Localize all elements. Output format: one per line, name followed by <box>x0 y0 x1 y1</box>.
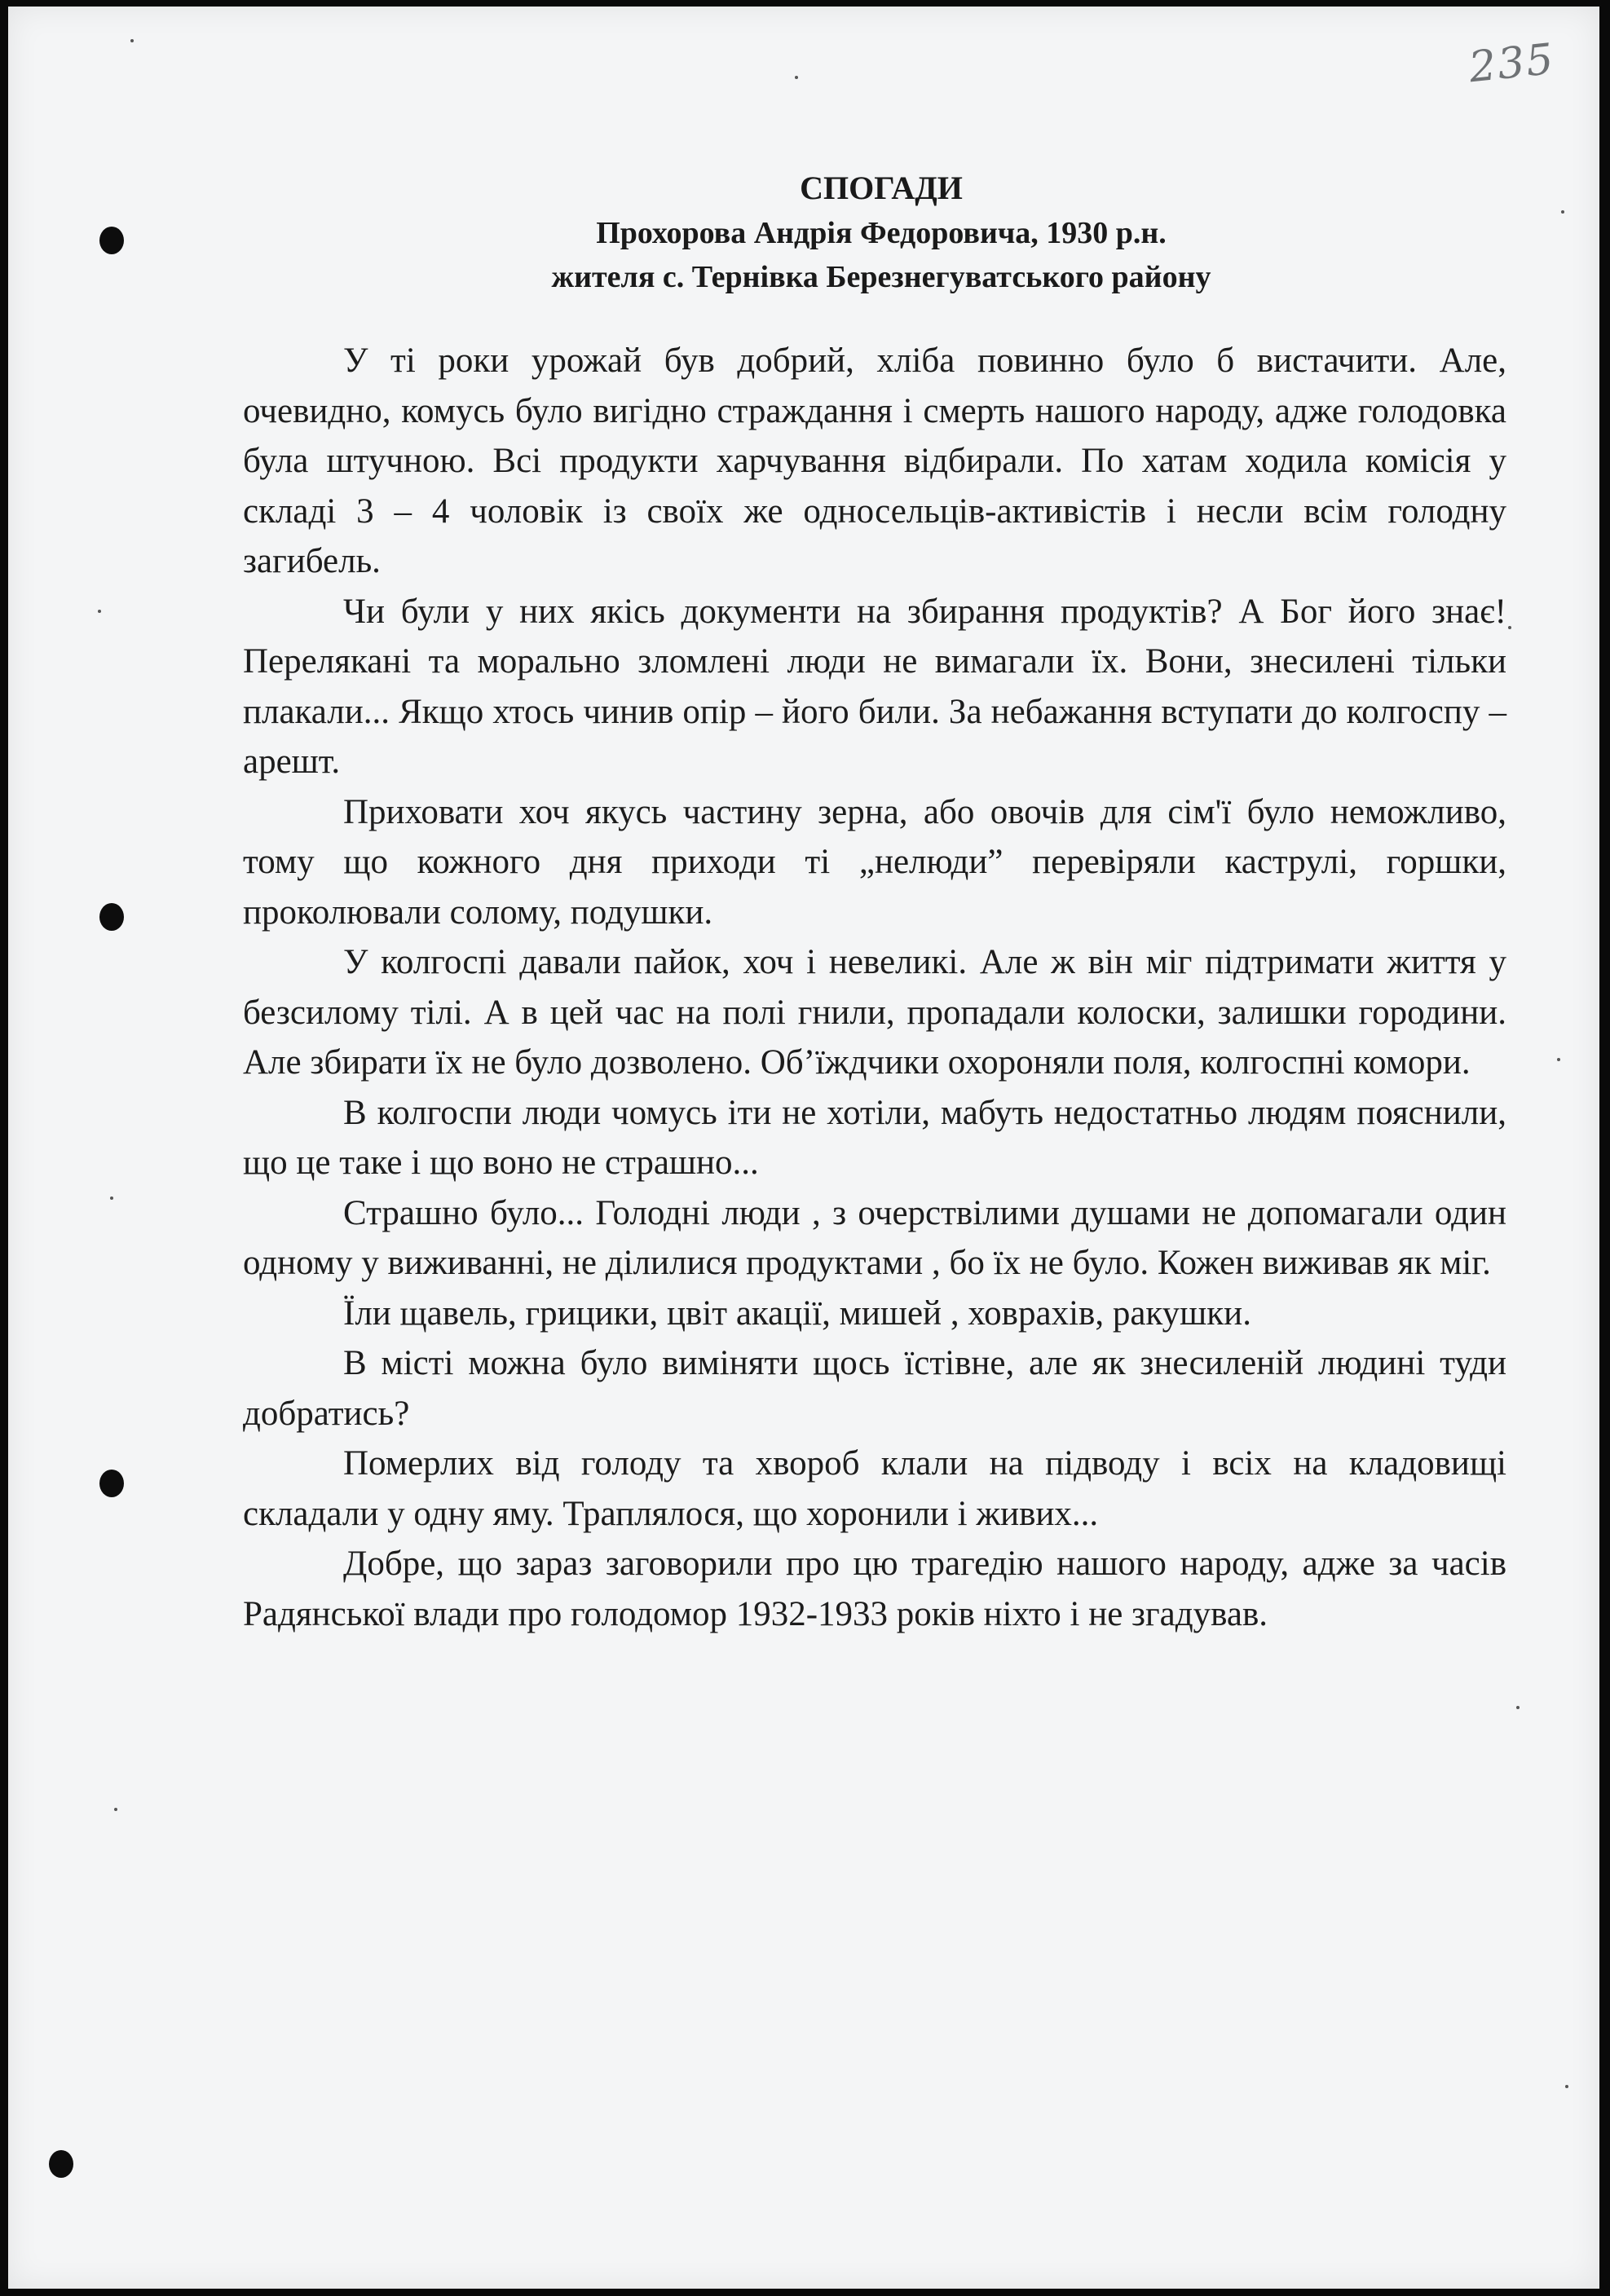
paragraph: Чи були у них якісь документи на збирання продуктів? А Бог його знає! Перелякані та морально зломлені люди не вимагали їх. Вони, знесилені тільки плакали... Якщо хтось чинив опір – його били. За небажання вступати до колгоспу – арешт. <box>243 592 1506 781</box>
paragraph: Їли щавель, грицики, цвіт акації, мишей , ховрахів, ракушки. <box>343 1293 1251 1333</box>
paragraph: У ті роки урожай був добрий, хліба повинно було б вистачити. Але, очевидно, комусь було вигідно страждання і смерть нашого народу, адже голодовка була штучною. Всі продукти харчування відбирали. По хатам ходила комісія у складі 3 – 4 чоловік із своїх же односельців-активістів і несли всім голодну загибель. <box>243 342 1506 580</box>
punch-hole <box>99 1470 124 1497</box>
scan-speck <box>98 610 101 613</box>
document-subtitle-location: жителя с. Тернівка Березнегуватського району <box>551 260 1211 294</box>
paragraph: Страшно було... Голодні люди , з очерствілими душами не допомагали один одному у виживанні, не ділилися продуктами , бо їх не було. Кожен виживав як міг. <box>243 1193 1506 1282</box>
punch-hole <box>99 903 124 931</box>
document-title: СПОГАДИ <box>800 170 963 206</box>
paragraph: Померлих від голоду та хвороб клали на підводу і всіх на кладовищі складали у одну яму. Траплялося, що хоронили і живих... <box>243 1444 1506 1533</box>
paragraph: В колгоспи люди чомусь іти не хотіли, мабуть недостатньо людям пояснили, що це таке і що воно не страшно... <box>243 1093 1506 1182</box>
paragraph: Приховати хоч якусь частину зерна, або овочів для сім'ї було неможливо, тому що кожного дня приходи ті „нелюди” перевіряли каструлі, горшки, проколювали солому, подушки. <box>243 792 1506 932</box>
scan-speck <box>114 1808 117 1811</box>
scan-speck <box>1508 626 1511 629</box>
scan-speck <box>795 76 798 79</box>
scan-speck <box>1516 1706 1520 1709</box>
document-page <box>8 7 1599 2289</box>
scan-speck <box>110 1196 113 1200</box>
punch-hole <box>49 2150 73 2178</box>
scan-speck <box>1565 2085 1568 2088</box>
document-header <box>8 165 1599 299</box>
paragraph: У колгоспі давали пайок, хоч і невеликі. Але ж він міг підтримати життя у безсилому тілі. А в цей час на полі гнили, пропадали колоски, залишки городини. Але збирати їх не було дозволено. Об’їждчики охороняли поля, колгоспні комори. <box>243 943 1506 1082</box>
paragraph: В місті можна було виміняти щось їстівне, але як знесиленій людині туди добратись? <box>243 1344 1506 1433</box>
scan-speck <box>130 39 134 42</box>
document-subtitle-name: Прохорова Андрія Федоровича, 1930 р.н. <box>596 216 1167 250</box>
memoir-body <box>243 336 1506 1639</box>
scan-speck <box>1557 1058 1560 1061</box>
paragraph: Добре, що зараз заговорили про цю трагедію нашого народу, адже за часів Радянської влади про голодомор 1932-1933 років ніхто і не згадував. <box>243 1545 1506 1633</box>
handwritten-page-number: 235 <box>1466 34 1557 93</box>
